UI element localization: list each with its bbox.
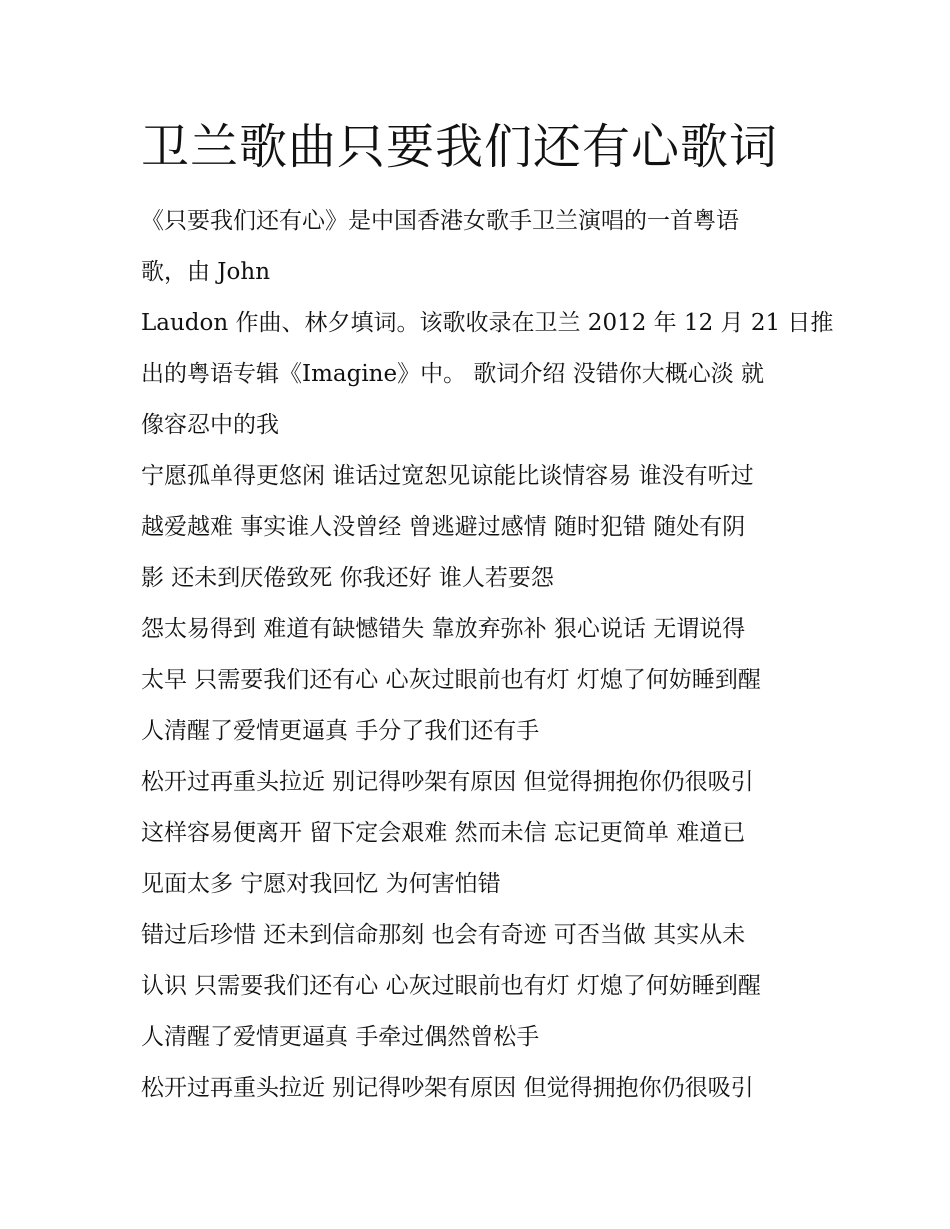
body-line-5: 像容忍中的我 [141,412,279,438]
body-line-1: 《只要我们还有心》是中国香港女歌手卫兰演唱的一首粤语 [141,208,739,234]
document-title: 卫兰歌曲只要我们还有心歌词 [141,119,779,175]
body-line-12: 松开过再重头拉近 别记得吵架有原因 但觉得拥抱你仍很吸引 [141,769,754,795]
body-line-18: 松开过再重头拉近 别记得吵架有原因 但觉得拥抱你仍很吸引 [141,1075,754,1101]
body-line-9: 怨太易得到 难道有缺憾错失 靠放弃弥补 狠心说话 无谓说得 [141,616,746,642]
body-line-10: 太早 只需要我们还有心 心灰过眼前也有灯 灯熄了何妨睡到醒 [141,667,761,693]
body-line-15: 错过后珍惜 还未到信命那刻 也会有奇迹 可否当做 其实从未 [141,922,746,948]
body-line-8: 影 还未到厌倦致死 你我还好 谁人若要怨 [141,565,554,591]
body-line-4: 出的粤语专辑《Imagine》中。 歌词介绍 没错你大概心淡 就 [141,361,765,387]
body-line-2: 歌，由 John [141,259,271,285]
body-line-3: Laudon 作曲、林夕填词。该歌收录在卫兰 2012 年 12 月 21 日推 [141,310,834,336]
body-line-14: 见面太多 宁愿对我回忆 为何害怕错 [141,871,501,897]
body-line-11: 人清醒了爱情更逼真 手分了我们还有手 [141,718,540,744]
body-line-7: 越爱越难 事实谁人没曾经 曾逃避过感情 随时犯错 随处有阴 [141,514,746,540]
body-line-16: 认识 只需要我们还有心 心灰过眼前也有灯 灯熄了何妨睡到醒 [141,973,761,999]
body-line-17: 人清醒了爱情更逼真 手牵过偶然曾松手 [141,1024,540,1050]
body-line-6: 宁愿孤单得更悠闲 谁话过宽恕见谅能比谈情容易 谁没有听过 [141,463,754,489]
body-line-13: 这样容易便离开 留下定会艰难 然而未信 忘记更简单 难道已 [141,820,746,846]
